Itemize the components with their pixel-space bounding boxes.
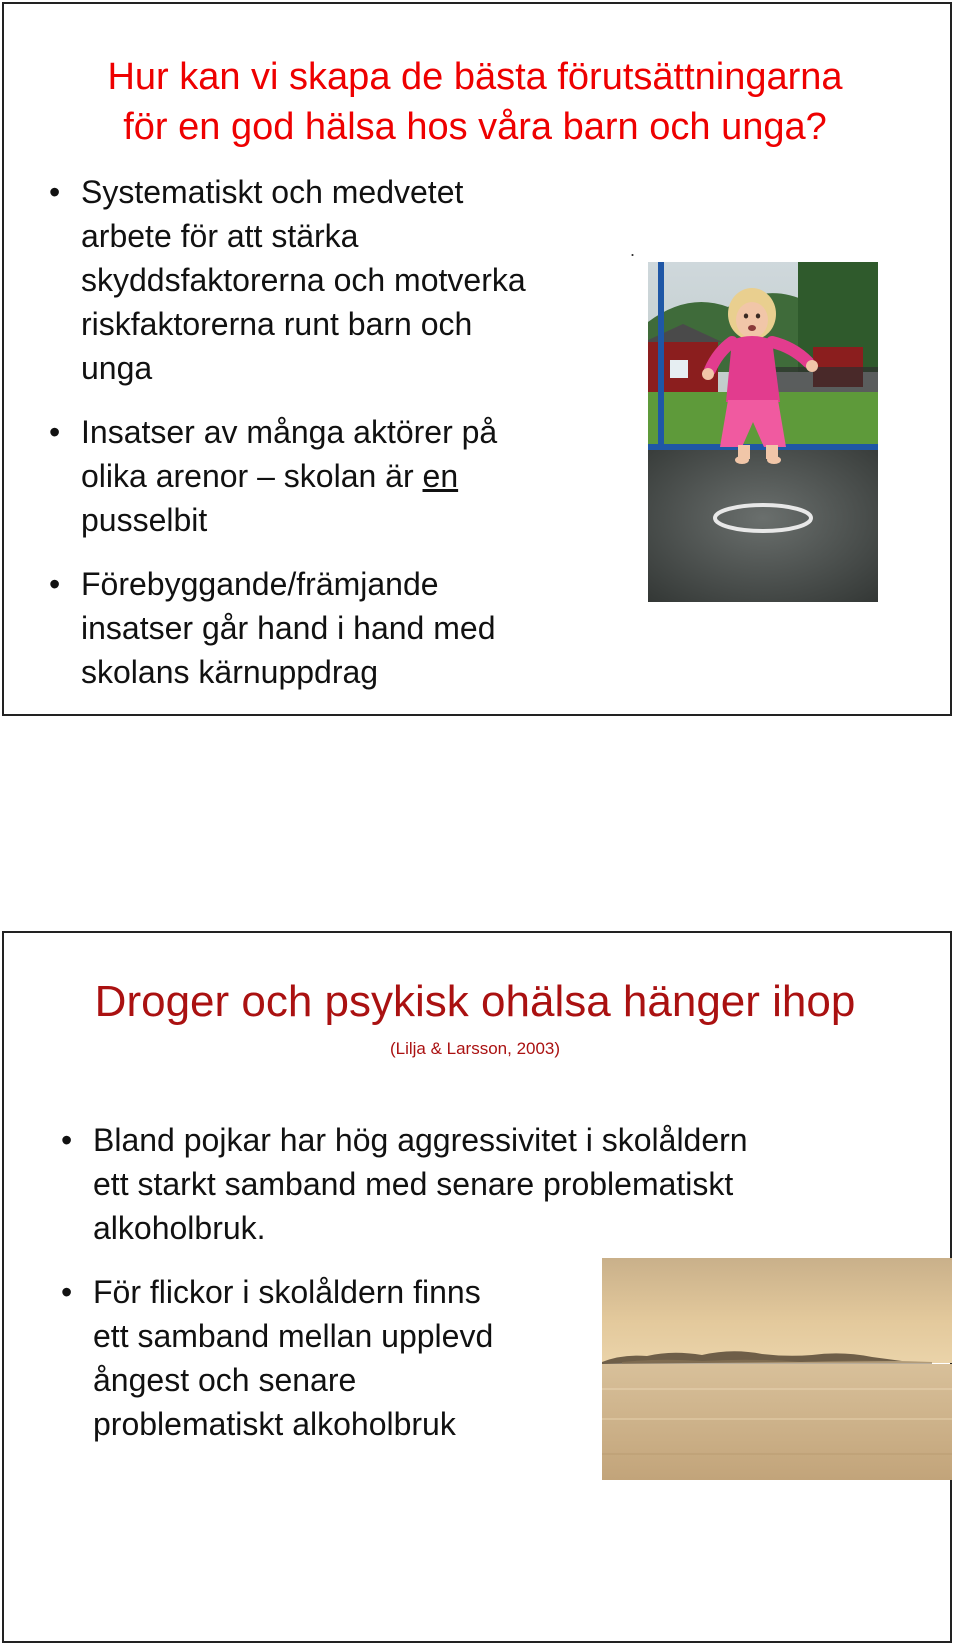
bullet-line: • För flickor i skolåldern finns [93, 1274, 481, 1310]
slide-1-bullet-list [45, 170, 605, 714]
bullet-line: riskfaktorerna runt barn och [81, 306, 473, 342]
bullet-line: insatser går hand i hand med [81, 610, 496, 646]
bullet-line: • Insatser av många aktörer på [81, 414, 498, 450]
sea-islands-photo [602, 1258, 952, 1480]
bullet-line: alkoholbruk. [93, 1210, 266, 1246]
bullet-line: ångest och senare [93, 1362, 357, 1398]
bullet-text: olika arenor – skolan är [81, 458, 423, 494]
bullet-line: arbete för att stärka [81, 218, 359, 254]
slide-2-title: Droger och psykisk ohälsa hänger ihop [94, 977, 856, 1026]
bullet-line: • Förebyggande/främjande [81, 566, 439, 602]
trampoline-child-photo [648, 262, 878, 602]
bullet-line: pusselbit [81, 502, 208, 538]
bullet-item [57, 1118, 937, 1250]
title-line-1: Hur kan vi skapa de bästa förutsättningarna [107, 56, 843, 98]
title-line-2: för en god hälsa hos våra barn och unga? [123, 106, 827, 148]
bullet-line: problematiskt alkoholbruk [93, 1406, 456, 1442]
bullet-item [45, 170, 605, 390]
bullet-line: • Systematiskt och medvetet [81, 174, 464, 210]
underlined-word: en [422, 458, 459, 494]
stray-dot: . [630, 240, 636, 260]
bullet-line: skolans kärnuppdrag [81, 654, 379, 690]
bullet-item [45, 562, 605, 694]
bullet-line [81, 454, 605, 498]
citation: (Lilja & Larsson, 2003) [389, 1039, 561, 1058]
bullet-line: ett samband mellan upplevd [93, 1318, 494, 1354]
slide-1-title [0, 52, 950, 152]
bullet-line: • Bland pojkar har hög aggressivitet i skolåldern [93, 1122, 748, 1158]
bullet-line: unga [81, 350, 153, 386]
bullet-item [45, 410, 605, 542]
bullet-line: skyddsfaktorerna och motverka [81, 262, 526, 298]
bullet-line: ett starkt samband med senare problematiskt [93, 1166, 734, 1202]
